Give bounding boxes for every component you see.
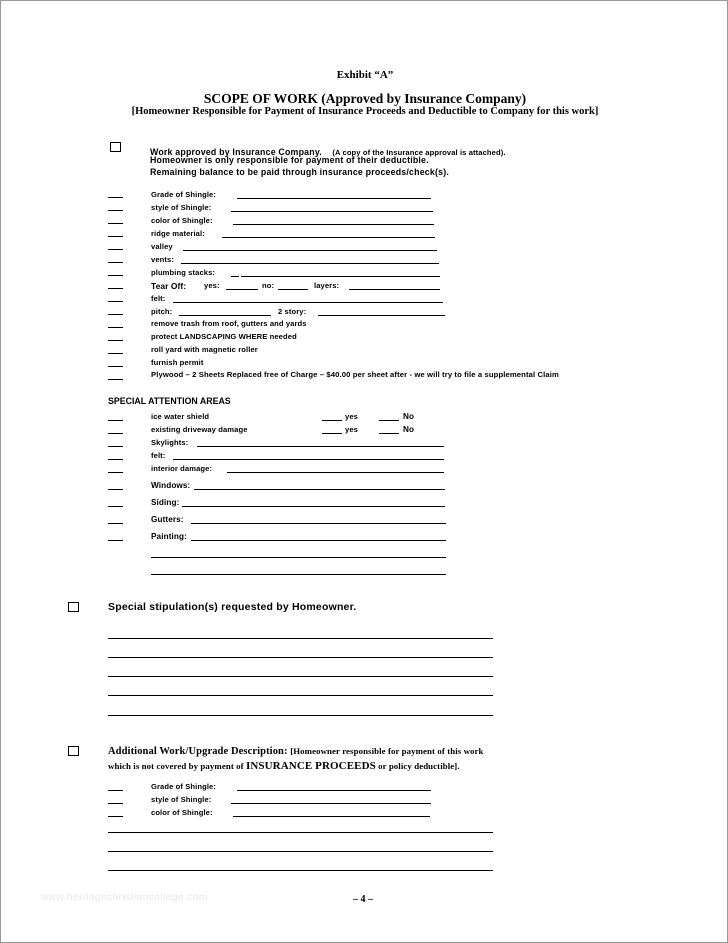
valley-field[interactable]: [183, 250, 437, 251]
driveway-yes-label: yes: [345, 425, 358, 434]
additional-color-field[interactable]: [233, 816, 430, 817]
stipulation-line-3[interactable]: [108, 676, 493, 677]
interior-damage-label: interior damage:: [151, 464, 213, 473]
additional-style-field[interactable]: [231, 803, 431, 804]
special-felt-label: felt:: [151, 451, 166, 460]
stipulation-heading: Special stipulation(s) requested by Homeowner.: [108, 601, 357, 613]
check-blank[interactable]: [108, 489, 123, 490]
check-blank[interactable]: [108, 223, 123, 224]
check-blank[interactable]: [108, 236, 123, 237]
check-blank[interactable]: [108, 249, 123, 250]
additional-heading: Additional Work/Upgrade Description:: [108, 746, 288, 757]
stipulation-checkbox[interactable]: [68, 602, 79, 612]
furnish-permit-label: furnish permit: [151, 358, 204, 367]
check-blank[interactable]: [108, 379, 123, 380]
plumbing-stacks-field-a[interactable]: [231, 276, 239, 277]
plumbing-stacks-field-b[interactable]: [241, 276, 440, 277]
siding-field[interactable]: [182, 506, 445, 507]
pitch-field[interactable]: [179, 315, 271, 316]
additional-note-a: which is not covered by payment of: [108, 761, 244, 771]
check-blank[interactable]: [108, 803, 123, 804]
approval-main-text: Work approved by Insurance Company.: [150, 147, 322, 157]
gutters-field[interactable]: [191, 523, 446, 524]
painting-extra-line-1[interactable]: [151, 557, 446, 558]
approval-line-2: Homeowner is only responsible for payment of their deductible.: [150, 155, 429, 165]
driveway-damage-label: existing driveway damage: [151, 425, 248, 434]
windows-label: Windows:: [151, 481, 191, 490]
special-attention-heading: SPECIAL ATTENTION AREAS: [108, 396, 231, 406]
additional-heading-line-2: [108, 760, 460, 772]
check-blank[interactable]: [108, 472, 123, 473]
vents-field[interactable]: [181, 263, 439, 264]
page-subtitle: [Homeowner Responsible for Payment of Insurance Proceeds and Deductible to Company for this work]: [131, 106, 599, 117]
valley-label: valley: [151, 242, 173, 251]
ice-water-shield-label: ice water shield: [151, 412, 210, 421]
ridge-material-field[interactable]: [222, 237, 435, 238]
stipulation-line-1[interactable]: [108, 638, 493, 639]
stipulation-line-2[interactable]: [108, 657, 493, 658]
driveway-yes-field[interactable]: [322, 433, 342, 434]
ice-water-yes-field[interactable]: [322, 420, 342, 421]
check-blank[interactable]: [108, 459, 123, 460]
check-blank[interactable]: [108, 288, 123, 289]
stipulation-line-4[interactable]: [108, 695, 493, 696]
check-blank[interactable]: [108, 210, 123, 211]
additional-style-label: style of Shingle:: [151, 795, 212, 804]
protect-landscaping-label: protect LANDSCAPING WHERE needed: [151, 332, 297, 341]
plumbing-stacks-label: plumbing stacks:: [151, 268, 216, 277]
additional-heading-note: [Homeowner responsible for payment of this work: [290, 746, 484, 756]
pitch-label: pitch:: [151, 307, 173, 316]
windows-field[interactable]: [194, 489, 445, 490]
tear-off-layers-field[interactable]: [349, 289, 440, 290]
stipulation-line-5[interactable]: [108, 715, 493, 716]
additional-color-label: color of Shingle:: [151, 808, 213, 817]
tear-off-layers-label: layers:: [314, 281, 340, 290]
grade-of-shingle-label: Grade of Shingle:: [151, 190, 216, 199]
approval-line-3: Remaining balance to be paid through insurance proceeds/check(s).: [150, 167, 449, 177]
ice-water-no-field[interactable]: [379, 420, 399, 421]
roll-yard-label: roll yard with magnetic roller: [151, 345, 258, 354]
tear-off-yes-field[interactable]: [226, 289, 258, 290]
check-blank[interactable]: [108, 301, 123, 302]
driveway-no-label: No: [403, 425, 415, 434]
check-blank[interactable]: [108, 340, 123, 341]
additional-note-c: or policy deductible].: [378, 761, 460, 771]
check-blank[interactable]: [108, 816, 123, 817]
felt-label: felt:: [151, 294, 166, 303]
check-blank[interactable]: [108, 197, 123, 198]
check-blank[interactable]: [108, 353, 123, 354]
siding-label: Siding:: [151, 498, 180, 507]
check-blank[interactable]: [108, 506, 123, 507]
additional-grade-field[interactable]: [237, 790, 431, 791]
color-of-shingle-label: color of Shingle:: [151, 216, 213, 225]
special-felt-field[interactable]: [173, 459, 444, 460]
page-number: – 4 –: [353, 894, 373, 905]
additional-line-2[interactable]: [108, 851, 493, 852]
painting-label: Painting:: [151, 532, 187, 541]
ice-water-no-label: No: [403, 412, 415, 421]
ridge-material-label: ridge material:: [151, 229, 205, 238]
check-blank[interactable]: [108, 327, 123, 328]
page-title: SCOPE OF WORK (Approved by Insurance Company): [203, 91, 527, 106]
check-blank[interactable]: [108, 366, 123, 367]
ice-water-yes-label: yes: [345, 412, 358, 421]
check-blank[interactable]: [108, 433, 123, 434]
check-blank[interactable]: [108, 446, 123, 447]
skylights-label: Skylights:: [151, 438, 189, 447]
driveway-no-field[interactable]: [379, 433, 399, 434]
color-of-shingle-field[interactable]: [233, 224, 434, 225]
approval-checkbox[interactable]: [110, 142, 121, 152]
grade-of-shingle-field[interactable]: [237, 198, 431, 199]
plywood-label: Plywood – 2 Sheets Replaced free of Charge – $40.00 per sheet after - we will try to file a supplemental Claim: [151, 370, 559, 379]
style-of-shingle-label: style of Shingle:: [151, 203, 212, 212]
painting-extra-line-2[interactable]: [151, 574, 446, 575]
check-blank[interactable]: [108, 275, 123, 276]
tear-off-row: [151, 281, 186, 291]
remove-trash-label: remove trash from roof, gutters and yards: [151, 319, 307, 328]
tear-off-label: Tear Off:: [151, 281, 187, 291]
additional-heading-line-1: [108, 746, 484, 757]
tear-off-no-label: no:: [262, 281, 275, 290]
painting-field[interactable]: [191, 540, 446, 541]
approval-note: (A copy of the Insurance approval is attached).: [332, 148, 506, 157]
vents-label: vents:: [151, 255, 174, 264]
check-blank[interactable]: [108, 314, 123, 315]
two-story-field[interactable]: [318, 315, 445, 316]
tear-off-no-field[interactable]: [278, 289, 308, 290]
additional-note-b: INSURANCE PROCEEDS: [246, 760, 376, 772]
additional-line-3[interactable]: [108, 870, 493, 871]
additional-grade-label: Grade of Shingle:: [151, 782, 216, 791]
check-blank[interactable]: [108, 262, 123, 263]
watermark-text: www.heritagechristiancollege.com: [41, 892, 208, 903]
two-story-label: 2 story:: [278, 307, 307, 316]
check-blank[interactable]: [108, 420, 123, 421]
interior-damage-field[interactable]: [227, 472, 444, 473]
exhibit-label: Exhibit “A”: [336, 69, 394, 81]
check-blank[interactable]: [108, 540, 123, 541]
check-blank[interactable]: [108, 790, 123, 791]
style-of-shingle-field[interactable]: [231, 211, 433, 212]
tear-off-yes-label: yes:: [204, 281, 220, 290]
gutters-label: Gutters:: [151, 515, 184, 524]
additional-line-1[interactable]: [108, 832, 493, 833]
skylights-field[interactable]: [197, 446, 444, 447]
additional-work-checkbox[interactable]: [68, 746, 79, 756]
check-blank[interactable]: [108, 523, 123, 524]
felt-field[interactable]: [173, 302, 443, 303]
